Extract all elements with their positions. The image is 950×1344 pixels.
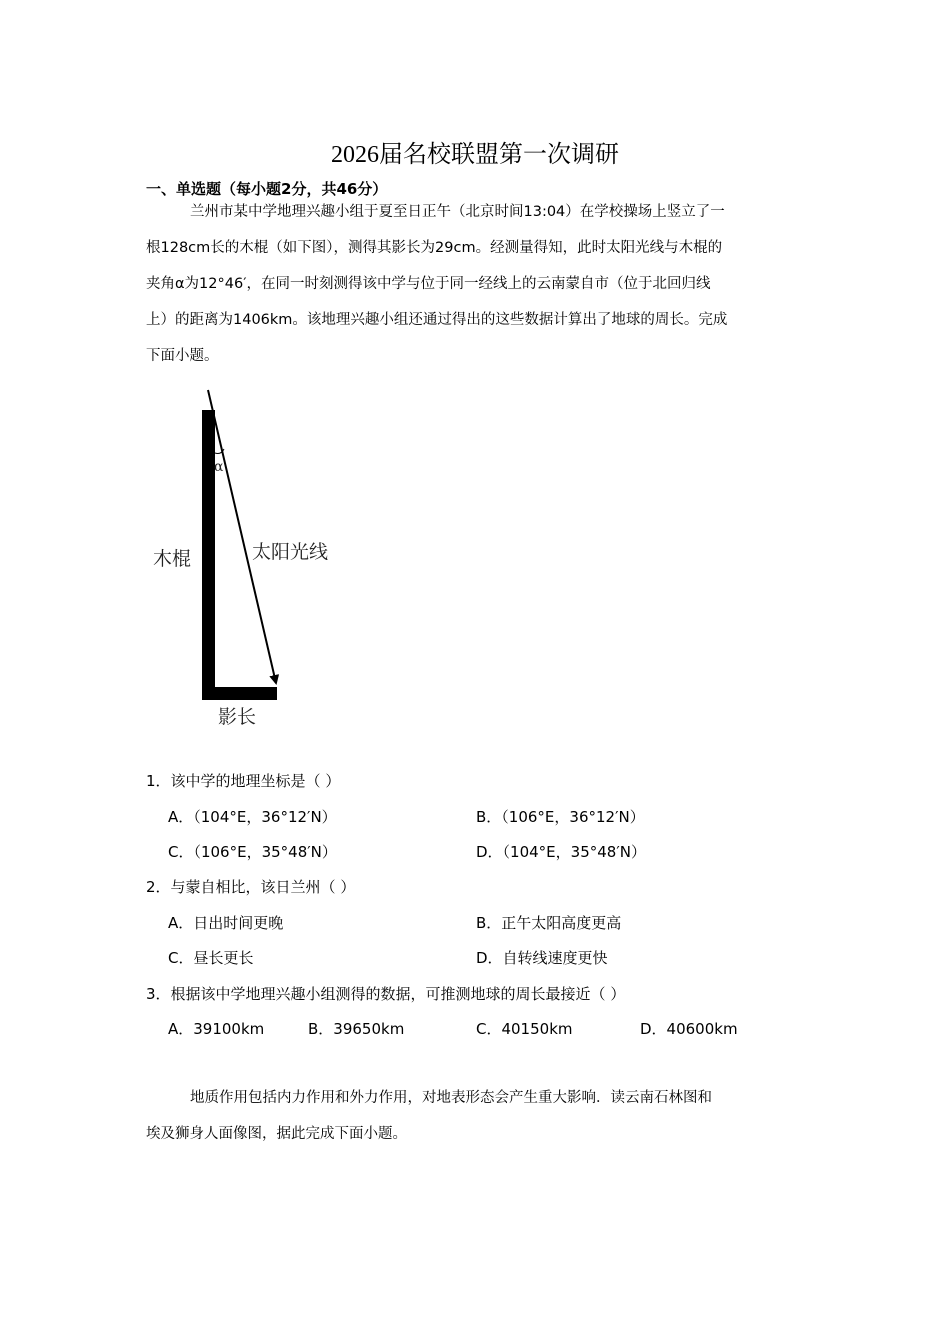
stick-label: 木棍 — [153, 548, 192, 570]
stick-shadow-figure — [140, 385, 380, 735]
question-1-option-b: B．（106°E，36°12′N） — [476, 808, 645, 826]
question-3-option-b: B．39650km — [308, 1020, 405, 1038]
sun-ray-arrow — [208, 390, 276, 683]
page-title: 2026届名校联盟第一次调研 — [331, 142, 619, 168]
question-1-option-c: C．（106°E，35°48′N） — [168, 843, 337, 861]
shadow-bar — [202, 687, 277, 700]
question-3-option-a: A．39100km — [168, 1020, 265, 1038]
question-1-option-d: D．（104°E，35°48′N） — [476, 843, 646, 861]
question-1-option-a: A．（104°E，36°12′N） — [168, 808, 337, 826]
question-3-option-d: D．40600km — [640, 1020, 738, 1038]
shadow-label: 影长 — [218, 706, 257, 728]
question-3-option-c: C．40150km — [476, 1020, 573, 1038]
question-2-option-b: B．正午太阳高度更高 — [476, 914, 622, 932]
question-1-stem: 1．该中学的地理坐标是（ ） — [146, 772, 341, 790]
passage-1-line: 兰州市某中学地理兴趣小组于夏至日正午（北京时间13:04）在学校操场上竖立了一 — [190, 204, 725, 220]
stick-bar — [202, 410, 215, 700]
passage-2 — [146, 1080, 808, 1152]
section-heading: 一、单选题（每小题2分，共46分） — [146, 180, 388, 198]
angle-label: α — [214, 459, 224, 475]
passage-2-line: 地质作用包括内力作用和外力作用，对地表形态会产生重大影响．读云南石林图和 — [190, 1090, 712, 1106]
question-2-option-d: D．自转线速度更快 — [476, 949, 608, 967]
passage-1-line: 根128cm长的木棍（如下图），测得其影长为29cm。经测量得知，此时太阳光线与木棍的 — [146, 240, 723, 256]
question-2-stem: 2．与蒙自相比，该日兰州（ ） — [146, 878, 356, 896]
question-2-option-a: A．日出时间更晚 — [168, 914, 284, 932]
question-3-stem: 3．根据该中学地理兴趣小组测得的数据，可推测地球的周长最接近（ ） — [146, 985, 626, 1003]
passage-1-line: 上）的距离为1406km。该地理兴趣小组还通过得出的这些数据计算出了地球的周长。完成 — [146, 312, 728, 328]
question-2-option-c: C．昼长更长 — [168, 949, 254, 967]
passage-1-line: 夹角α为12°46′，在同一时刻测得该中学与位于同一经线上的云南蒙自市（位于北回归线 — [146, 276, 711, 292]
ray-label: 太阳光线 — [252, 541, 329, 563]
passage-2-line: 埃及狮身人面像图，据此完成下面小题。 — [146, 1126, 407, 1142]
passage-1 — [146, 194, 808, 374]
passage-1-line: 下面小题。 — [146, 348, 219, 364]
